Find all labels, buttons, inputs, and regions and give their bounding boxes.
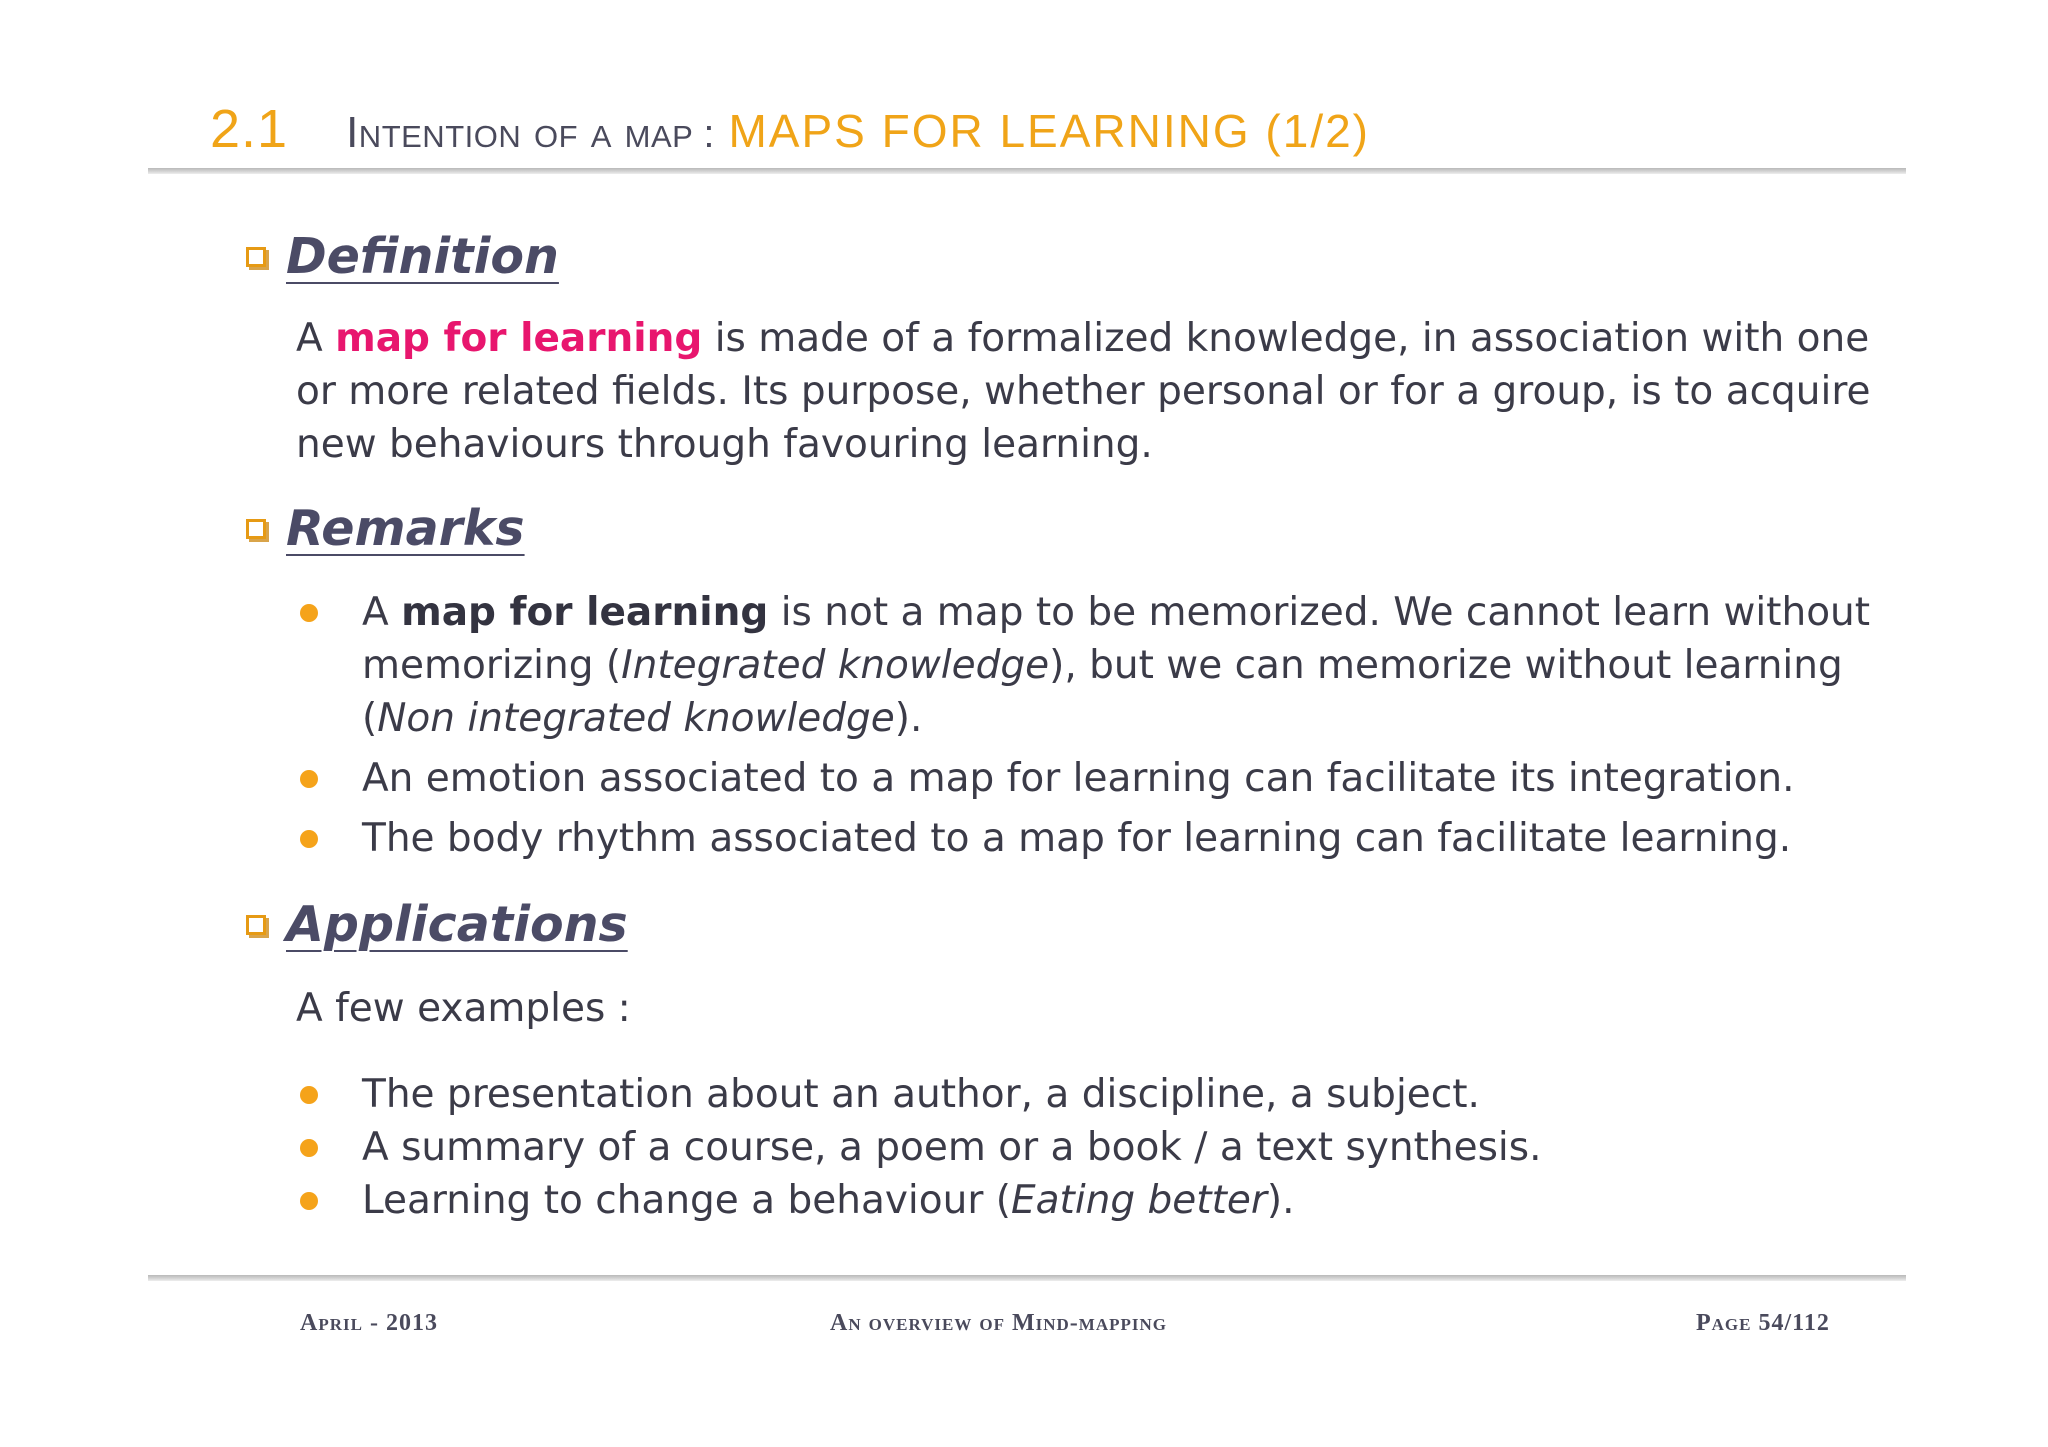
- remarks-heading: [246, 500, 525, 557]
- bullet-dot-icon: [300, 604, 318, 622]
- applications-heading: [246, 896, 628, 953]
- definition-text-rest: is made of a formalized knowledge, in association with one or more related fields. Its purpose, whether personal or for a group, is to acquire new behaviours through favouring learning.: [296, 316, 1871, 467]
- definition-highlight: map for learning: [335, 316, 703, 361]
- section-title: MAPS FOR LEARNING (1/2): [728, 105, 1371, 157]
- remarks-list: [296, 586, 1896, 865]
- bullet-dot-icon: [300, 770, 318, 788]
- application-3-text-b: ).: [1266, 1178, 1295, 1223]
- checkbox-bullet-icon: [246, 247, 266, 267]
- definition-heading: [246, 228, 559, 285]
- remark-1-text-b: is not a map to be memorized. We cannot learn without memorizing (: [362, 590, 1871, 688]
- checkbox-bullet-icon: [246, 915, 266, 935]
- list-item: [296, 1174, 1896, 1227]
- application-2-text: A summary of a course, a poem or a book / a text synthesis.: [362, 1125, 1542, 1170]
- remark-1-text-c: ), but we can memorize without learning (: [362, 643, 1843, 741]
- list-item: [296, 1121, 1896, 1174]
- remark-3-text: The body rhythm associated to a map for learning can facilitate learning.: [362, 816, 1792, 861]
- applications-list: [296, 1068, 1896, 1227]
- list-item: [296, 586, 1896, 745]
- application-3-italic: Eating better: [1010, 1178, 1267, 1223]
- checkbox-bullet-icon: [246, 519, 266, 539]
- remark-1-text-a: A: [362, 590, 402, 635]
- footer-rule: [148, 1275, 1906, 1281]
- remarks-title: Remarks: [286, 500, 525, 557]
- application-3-text-a: Learning to change a behaviour (: [362, 1178, 1011, 1223]
- list-item: [296, 1068, 1896, 1121]
- list-item: [296, 812, 1896, 865]
- section-number: 2.1: [210, 99, 289, 159]
- slide-header: [210, 98, 1370, 168]
- footer-title: An overview of Mind-mapping: [830, 1310, 1167, 1336]
- remark-2-text: An emotion associated to a map for learning can facilitate its integration.: [362, 756, 1795, 801]
- bullet-dot-icon: [300, 1139, 318, 1157]
- applications-title: Applications: [286, 896, 628, 953]
- bullet-dot-icon: [300, 1086, 318, 1104]
- header-rule: [148, 168, 1906, 174]
- footer-date: April - 2013: [300, 1310, 438, 1336]
- definition-text-a: A: [296, 316, 336, 361]
- remark-1-text-d: ).: [894, 696, 923, 741]
- bullet-dot-icon: [300, 830, 318, 848]
- list-item: [296, 752, 1896, 805]
- definition-title: Definition: [286, 228, 559, 285]
- applications-intro: A few examples :: [296, 986, 631, 1031]
- remark-1-bold: map for learning: [401, 590, 769, 635]
- remark-1-italic-2: Non integrated knowledge: [377, 696, 895, 741]
- section-prefix: Intention of a map: [346, 108, 694, 157]
- application-1-text: The presentation about an author, a discipline, a subject.: [362, 1072, 1480, 1117]
- remark-1-italic-1: Integrated knowledge: [621, 643, 1050, 688]
- bullet-dot-icon: [300, 1192, 318, 1210]
- definition-paragraph: [296, 312, 1916, 471]
- footer-page-number: Page 54/112: [1696, 1310, 1830, 1336]
- section-separator: :: [703, 112, 715, 156]
